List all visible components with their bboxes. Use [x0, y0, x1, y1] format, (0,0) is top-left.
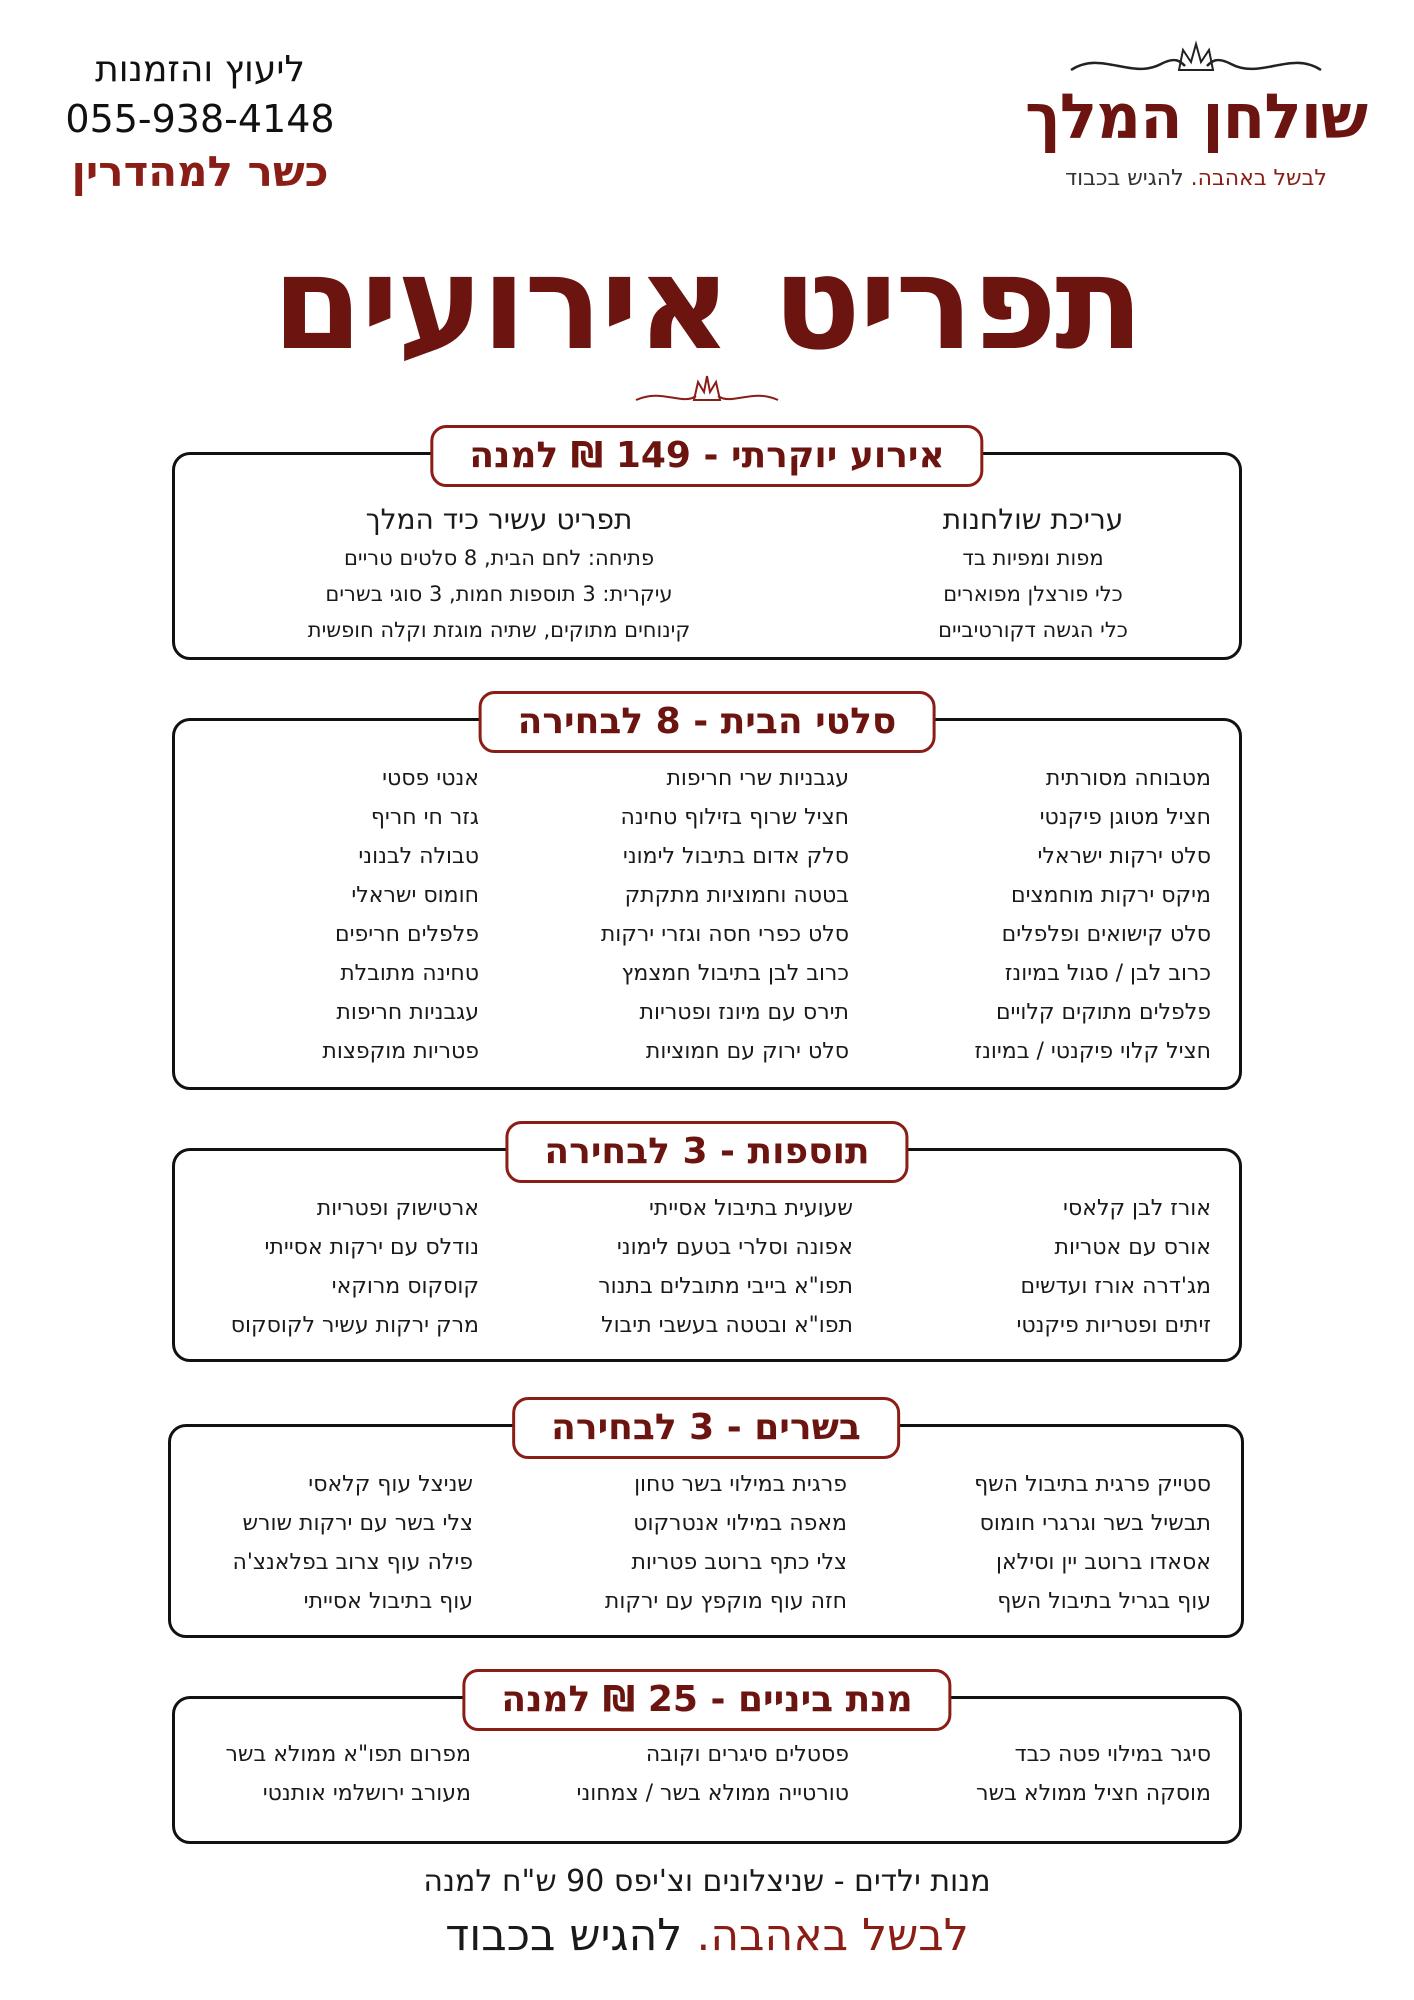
brand-logo [1016, 40, 1376, 191]
list-item: חזה עוף מוקפץ עם ירקות [604, 1589, 847, 1614]
list-item: קינוחים מתוקים, שתיה מוגזת וקלה חופשית [307, 618, 691, 642]
list-item: בטטה וחמוציות מתקתק [624, 883, 849, 908]
list-item: מטבוחה מסורתית [1045, 766, 1211, 791]
brand-tagline-red: לבשל באהבה. [1190, 166, 1327, 191]
list-item: עוף בגריל בתיבול השף [997, 1589, 1211, 1614]
list-item: פטריות מוקפצות [322, 1039, 479, 1064]
list-item: מאפה במילוי אנטרקוט [633, 1511, 847, 1536]
list-item: מג'דרה אורז ועדשים [1020, 1274, 1211, 1299]
list-item: סלק אדום בתיבול לימוני [622, 844, 849, 869]
list-item: חציל שרוף בזילוף טחינה [620, 805, 849, 830]
list-item: עגבניות חריפות [336, 1000, 479, 1025]
list-item: סיגר במילוי פטה כבד [1014, 1742, 1211, 1767]
meats-column-2 [605, 1465, 847, 1621]
crown-ornament-icon [1061, 40, 1331, 82]
section-label: מנת ביניים - 25 ₪ למנה [462, 1669, 951, 1731]
column-title: תפריט עשיר כיד המלך [365, 503, 633, 536]
list-item: מיקס ירקות מוחמצים [1011, 883, 1211, 908]
section-label: בשרים - 3 לבחירה [512, 1397, 900, 1459]
sides-column-2 [598, 1189, 853, 1345]
list-item: צלי כתף ברוטב פטריות [631, 1550, 847, 1575]
list-item: ארטישוק ופטריות [316, 1196, 479, 1221]
list-item: פתיחה: לחם הבית, 8 סלטים טריים [343, 546, 655, 570]
list-item: חציל קלוי פיקנטי / במיונז [974, 1039, 1211, 1064]
list-item: אורס עם אטריות [1054, 1235, 1211, 1260]
kosher-label: כשר למהדרין [71, 147, 329, 196]
list-item: תפו"א ובטטה בעשבי תיבול [601, 1313, 853, 1338]
list-item: פילה עוף צרוב בפלאנצ'ה [232, 1550, 473, 1575]
list-item: שניצל עוף קלאסי [308, 1472, 473, 1497]
footer-tagline-dark: להגיש בכבוד [445, 1910, 683, 1961]
brand-tagline-dark: להגיש בכבוד [1065, 166, 1184, 191]
crown-divider-icon [632, 370, 782, 410]
list-item: מפרום תפו"א ממולא בשר [225, 1742, 471, 1767]
list-item: סטייק פרגית בתיבול השף [974, 1472, 1211, 1497]
starter-column-2 [577, 1735, 849, 1813]
contact-phone: 055-938-4148 [65, 97, 335, 141]
salads-column-2 [601, 759, 849, 1071]
list-item: מוסקה חציל ממולא בשר [976, 1781, 1211, 1806]
list-item: פלפלים חריפים [335, 922, 479, 947]
salads-column-3 [322, 759, 479, 1071]
list-item: סלט כפרי חסה וגזרי ירקות [600, 922, 849, 947]
list-item: מרק ירקות עשיר לקוסקוס [230, 1313, 479, 1338]
list-item: עוף בתיבול אסייתי [303, 1589, 473, 1614]
list-item: פלפלים מתוקים קלויים [995, 1000, 1211, 1025]
section-side-dishes [172, 1131, 1242, 1362]
list-item: אנטי פסטי [382, 766, 479, 791]
list-item: סלט ירוק עם חמוציות [645, 1039, 849, 1064]
list-item: סלט ירקות ישראלי [1037, 844, 1211, 869]
footer-tagline-red: לבשל באהבה. [696, 1910, 969, 1961]
contact-title: ליעוץ והזמנות [95, 49, 305, 90]
list-item: פסטלים סיגרים וקובה [645, 1742, 849, 1767]
starter-column-1 [976, 1735, 1211, 1813]
contact-block [50, 46, 350, 200]
footer-tagline [0, 1910, 1414, 1961]
meats-column-3 [233, 1465, 474, 1621]
list-item: כרוב לבן בתיבול חמצמץ [621, 961, 849, 986]
list-item: טחינה מתובלת [340, 961, 479, 986]
list-item: אורז לבן קלאסי [1063, 1196, 1211, 1221]
meats-column-1 [974, 1465, 1211, 1621]
list-item: כלי פורצלן מפוארים [943, 582, 1123, 606]
list-item: מעורב ירושלמי אותנטי [262, 1781, 471, 1806]
list-item: מפות ומפיות בד [962, 546, 1104, 570]
section-label: תוספות - 3 לבחירה [505, 1121, 908, 1183]
list-item: זיתים ופטריות פיקנטי [1016, 1313, 1211, 1338]
list-item: עגבניות שרי חריפות [666, 766, 849, 791]
list-item: חומוס ישראלי [351, 883, 479, 908]
sides-column-3 [231, 1189, 479, 1345]
list-item: כלי הגשה דקורטיביים [938, 618, 1128, 642]
sides-column-1 [1016, 1189, 1211, 1345]
list-item: תירס עם מיונז ופטריות [639, 1000, 849, 1025]
brand-name: שולחן המלך [1024, 80, 1368, 153]
list-item: סלט קישואים ופלפלים [1001, 922, 1211, 947]
column-title: עריכת שולחנות [942, 503, 1124, 536]
starter-column-3 [225, 1735, 471, 1813]
list-item: פרגית במילוי בשר טחון [634, 1472, 847, 1497]
list-item: נודלס עם ירקות אסייתי [264, 1235, 479, 1260]
list-item: עיקרית: 3 תוספות חמות, 3 סוגי בשרים [325, 582, 673, 606]
section-label: סלטי הבית - 8 לבחירה [479, 691, 936, 753]
list-item: צלי בשר עם ירקות שורש [242, 1511, 473, 1536]
list-item: תפו"א בייבי מתובלים בתנור [598, 1274, 853, 1299]
table-setting-column [883, 500, 1183, 648]
list-item: תבשיל בשר וגרגרי חומוס [979, 1511, 1211, 1536]
brand-tagline [1016, 166, 1376, 191]
section-meats [168, 1407, 1244, 1638]
list-item: כרוב לבן / סגול במיונז [1004, 961, 1211, 986]
section-premium-event [172, 435, 1242, 660]
list-item: אסאדו ברוטב יין וסילאן [995, 1550, 1211, 1575]
kids-menu-note: מנות ילדים - שניצלונים וצ'יפס 90 ש"ח למנה [423, 1864, 991, 1899]
section-house-salads [172, 701, 1242, 1090]
section-label: אירוע יוקרתי - 149 ₪ למנה [430, 425, 983, 487]
salads-column-1 [974, 759, 1211, 1071]
list-item: שעועית בתיבול אסייתי [648, 1196, 853, 1221]
list-item: קוסקוס מרוקאי [331, 1274, 479, 1299]
section-intermediate-course [172, 1679, 1242, 1844]
page-title: תפריט אירועים [272, 227, 1142, 379]
list-item: טבולה לבנוני [358, 844, 479, 869]
menu-summary-column [259, 500, 739, 648]
list-item: גזר חי חריף [370, 805, 479, 830]
list-item: אפונה וסלרי בטעם לימוני [616, 1235, 853, 1260]
list-item: טורטייה ממולא בשר / צמחוני [576, 1781, 849, 1806]
list-item: חציל מטוגן פיקנטי [1039, 805, 1211, 830]
